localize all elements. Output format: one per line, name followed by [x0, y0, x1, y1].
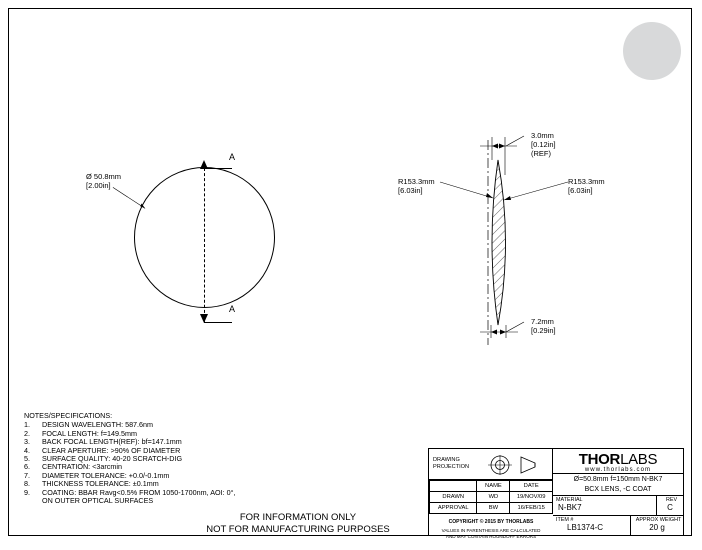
- section-label-top: A: [229, 152, 236, 162]
- rev-header: REV: [665, 497, 678, 503]
- weight-value: 20 g: [649, 523, 665, 532]
- diameter-leader-line: [110, 186, 162, 214]
- note-number: 8.: [24, 479, 30, 489]
- projection-cell: [429, 449, 553, 480]
- edge-thickness-dimension: [531, 317, 556, 335]
- projection-label-line-2: PROJECTION: [433, 463, 470, 470]
- center-thickness-ref: (REF): [531, 149, 551, 158]
- radius-left-in: [6.03in]: [398, 186, 423, 195]
- note-number: 9.: [24, 487, 30, 497]
- copyright-text: COPYRIGHT © 2015 BY THORLABS: [448, 519, 534, 525]
- section-arrow-top-line: [204, 168, 232, 169]
- section-arrowhead-bottom-icon: [200, 314, 208, 323]
- note-text: CLEAR APERTURE: >90% OF DIAMETER: [42, 445, 181, 455]
- logo-labs: LABS: [620, 451, 658, 468]
- note-text: COATING: BBAR Ravg<0.5% FROM 1050-1700nm, AOI: 0°,: [42, 487, 236, 497]
- radius-right-mm: R153.3mm: [568, 177, 605, 186]
- edge-thickness-mm: 7.2mm: [531, 317, 554, 326]
- note-number: 4.: [24, 445, 30, 455]
- note-number: 1.: [24, 420, 30, 430]
- projection-label-line-1: DRAWING: [433, 457, 460, 463]
- note-text: FOCAL LENGTH: f=149.5mm: [42, 428, 137, 438]
- note-number: 6.: [24, 462, 30, 472]
- center-thickness-in: [0.12in]: [531, 140, 556, 149]
- approval-table: [429, 480, 553, 513]
- note-text: THICKNESS TOLERANCE: ±0.1mm: [42, 479, 159, 489]
- weight-header: APPROX WEIGHT: [635, 517, 682, 523]
- note-text: SURFACE QUALITY: 40-20 SCRATCH-DIG: [42, 454, 183, 464]
- drawn-name: WD: [477, 492, 510, 503]
- section-arrowhead-top-icon: [200, 160, 208, 169]
- title-block: [428, 448, 684, 539]
- part-description-line-2: BCX LENS, -C COAT: [584, 486, 652, 493]
- radius-right-in: [6.03in]: [568, 186, 593, 195]
- radius-right-dimension: [568, 177, 605, 195]
- material-cell: [553, 496, 657, 515]
- center-thickness-mm: 3.0mm: [531, 131, 554, 140]
- note-text: DESIGN WAVELENGTH: 587.6nm: [42, 420, 154, 430]
- part-description-line-1: Ø=50.8mm f=150mm N-BK7: [573, 476, 663, 483]
- approval-name: BW: [477, 503, 510, 514]
- item-header: ITEM #: [556, 517, 574, 523]
- radius-left-dimension: [398, 177, 435, 195]
- lens-cross-section: [420, 120, 620, 370]
- item-cell: [553, 516, 631, 535]
- notes-heading: NOTES/SPECIFICATIONS:: [24, 411, 113, 420]
- rev-cell: [657, 496, 683, 515]
- section-center-line: [204, 168, 205, 323]
- approval-row-drawn: [430, 492, 553, 503]
- note-text: BACK FOCAL LENGTH(REF): bf=147.1mm: [42, 437, 182, 447]
- note-text: DIAMETER TOLERANCE: +0.0/-0.1mm: [42, 470, 170, 480]
- front-diameter-in: [2.00in]: [86, 181, 111, 190]
- approval-header-blank: [430, 481, 477, 492]
- note-text: ON OUTER OPTICAL SURFACES: [42, 496, 154, 506]
- material-header: MATERIAL: [556, 497, 583, 503]
- material-value: N-BK7: [558, 503, 582, 512]
- part-description: [553, 474, 683, 496]
- paren-note-line-2: AND MAY CONTAIN ROUNDOFF ERRORS: [445, 534, 537, 539]
- logo-wordmark: [553, 451, 683, 468]
- projection-label: [433, 457, 469, 470]
- front-diameter-dimension: [86, 172, 121, 190]
- copyright-and-note-cell: [429, 513, 553, 539]
- radius-left-mm: R153.3mm: [398, 177, 435, 186]
- approval-header-date: DATE: [510, 481, 553, 492]
- approval-header-row: [430, 481, 553, 492]
- note-number: 7.: [24, 470, 30, 480]
- approval-header-name: NAME: [477, 481, 510, 492]
- logo-thor: THOR: [578, 451, 621, 468]
- thorlabs-logo: [553, 449, 683, 474]
- section-label-bottom: A: [229, 304, 236, 314]
- rev-value: C: [667, 503, 673, 512]
- front-diameter-mm: Ø 50.8mm: [86, 172, 122, 181]
- note-number: 3.: [24, 437, 30, 447]
- item-value: LB1374-C: [567, 523, 604, 532]
- disclaimer-line-2: NOT FOR MANUFACTURING PURPOSES: [206, 523, 390, 535]
- weight-cell: [631, 516, 683, 535]
- drawn-label: DRAWN: [430, 492, 477, 503]
- approval-date: 16/FEB/15: [510, 503, 553, 514]
- center-thickness-dimension: [531, 131, 556, 158]
- first-angle-projection-symbol-icon: [487, 454, 549, 476]
- note-number: 2.: [24, 428, 30, 438]
- note-item: [24, 497, 235, 505]
- approval-label: APPROVAL: [430, 503, 477, 514]
- logo-url: www.thorlabs.com: [584, 467, 652, 473]
- title-block-right: [553, 449, 683, 535]
- section-arrow-bottom-line: [204, 322, 232, 323]
- drawn-date: 19/NOV/09: [510, 492, 553, 503]
- item-weight-row: [553, 516, 683, 535]
- edge-thickness-in: [0.29in]: [531, 326, 556, 335]
- note-number: 5.: [24, 454, 30, 464]
- disclaimer-text: [148, 512, 448, 535]
- note-number: [24, 497, 42, 505]
- disclaimer-line-1: FOR INFORMATION ONLY: [239, 512, 357, 523]
- material-rev-row: [553, 496, 683, 516]
- approval-row-approval: [430, 503, 553, 514]
- notes-list: [24, 421, 235, 505]
- paren-note-line-1: VALUES IN PARENTHESIS ARE CALCULATED: [441, 528, 541, 533]
- note-text: CENTRATION: <3arcmin: [42, 462, 122, 472]
- notes-block: [24, 412, 235, 505]
